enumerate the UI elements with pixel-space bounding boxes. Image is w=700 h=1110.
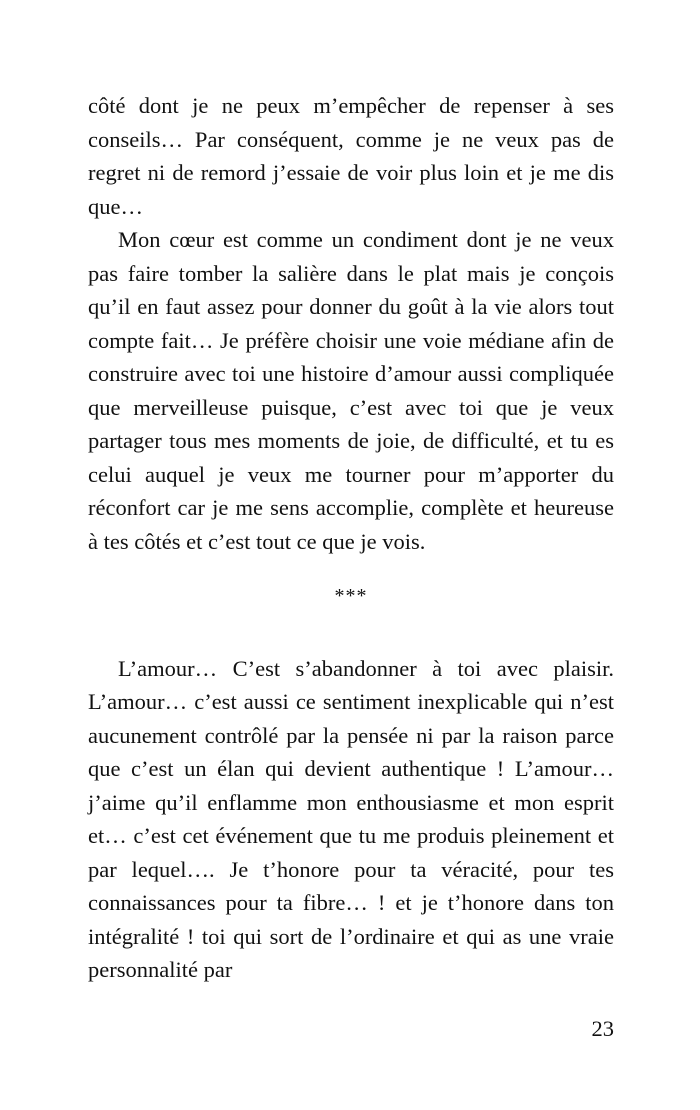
paragraph-love: L’amour… C’est s’abandonner à toi avec plaisir. L’amour… c’est aussi ce sentiment inexplicable qui n’est aucunement contrôlé par la pensée ni par la raison parce que c’est un élan qui devient authentique ! L’amour… j’aime qu’il enflamme mon enthousiasme et mon esprit et… c’est cet événement que tu me produis pleinement et par lequel…. Je t’honore pour ta véracité, pour tes connaissances pour ta fibre… ! et je t’honore dans ton intégralité ! toi qui sort de l’ordinaire et qui as une vraie personnalité par [88,655,614,982]
page-number: 23 [591,1016,614,1041]
page-body [88,89,614,987]
section-separator: *** [334,585,368,607]
paragraph-heart-condiment: Mon cœur est comme un condiment dont je ne veux pas faire tomber la salière dans le plat mais je conçois qu’il en faut assez pour donner du goût à la vie alors tout compte fait… Je préfère choisir une voie médiane afin de construire avec toi une histoire d’amour aussi compliquée que merveilleuse puisque, c’est avec toi que je veux partager tous mes moments de joie, de difficulté, et tu es celui auquel je veux me tourner pour m’apporter du réconfort car je me sens accomplie, complète et heureuse à tes côtés et c’est tout ce que je vois. [88,227,614,554]
paragraph-continuation: côté dont je ne peux m’empêcher de repenser à ses conseils… Par conséquent, comme je ne veux pas de regret ni de remord j’essaie de voir plus loin et je me dis que… [88,93,614,219]
